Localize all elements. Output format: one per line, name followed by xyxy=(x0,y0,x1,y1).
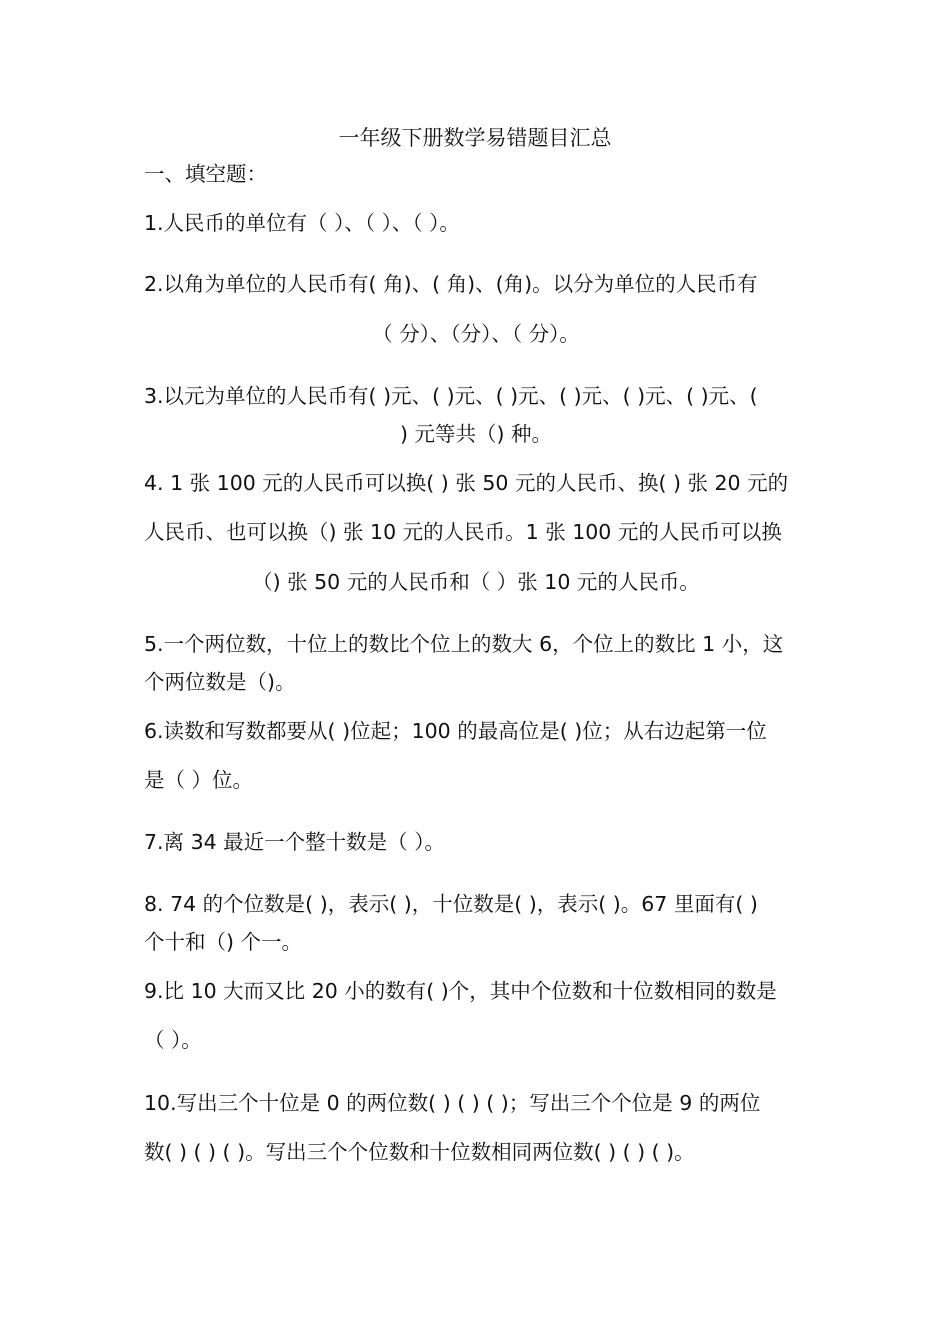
question-8-line-1: 8. 74 的个位数是( )，表示( )，十位数是( )，表示( )。67 里面有( ) xyxy=(144,892,758,916)
question-10-line-1: 10.写出三个十位是 0 的两位数( ) ( ) ( )；写出三个个位是 9 的两位 xyxy=(144,1091,761,1115)
question-9-line-1: 9.比 10 大而又比 20 小的数有( )个，其中个位数和十位数相同的数是 xyxy=(144,979,777,1003)
document-title: 一年级下册数学易错题目汇总 xyxy=(338,126,612,150)
question-7-line: 7.离 34 最近一个整十数是（ ）。 xyxy=(144,830,445,854)
question-4-line-1: 4. 1 张 100 元的人民币可以换( ) 张 50 元的人民币、换( ) 张 20 元的 xyxy=(144,471,789,495)
question-6-line-1: 6.读数和写数都要从( )位起；100 的最高位是( )位；从右边起第一位 xyxy=(144,719,767,743)
question-4-line-2: 人民币、也可以换（) 张 10 元的人民币。1 张 100 元的人民币可以换 xyxy=(144,520,782,544)
question-6-line-2: 是（ ）位。 xyxy=(144,768,254,792)
question-1-line: 1.人民币的单位有（ ）、（ ）、（ ）。 xyxy=(144,211,460,235)
question-9-line-2: （ ）。 xyxy=(144,1028,202,1052)
question-5-line-1: 5.一个两位数，十位上的数比个位上的数大 6，个位上的数比 1 小，这 xyxy=(144,632,784,656)
question-3-line-2: ) 元等共（) 种。 xyxy=(399,422,553,446)
question-10-line-2: 数( ) ( ) ( )。写出三个个位数和十位数相同两位数( ) ( ) ( )。 xyxy=(144,1140,695,1164)
question-2-line-1: 2.以角为单位的人民币有( 角)、( 角)、(角)。以分为单位的人民币有 xyxy=(144,272,758,296)
question-4-line-3: （) 张 50 元的人民币和（ ）张 10 元的人民币。 xyxy=(252,570,700,594)
question-3-line-1: 3.以元为单位的人民币有( )元、( )元、( )元、( )元、( )元、( )元、( xyxy=(144,384,758,408)
question-2-line-2: （ 分）、（分）、（ 分）。 xyxy=(372,322,580,346)
question-8-line-2: 个十和（) 个一。 xyxy=(144,930,303,954)
section-heading: 一、填空题： xyxy=(144,162,267,186)
question-5-line-2: 个两位数是（)。 xyxy=(144,670,296,694)
